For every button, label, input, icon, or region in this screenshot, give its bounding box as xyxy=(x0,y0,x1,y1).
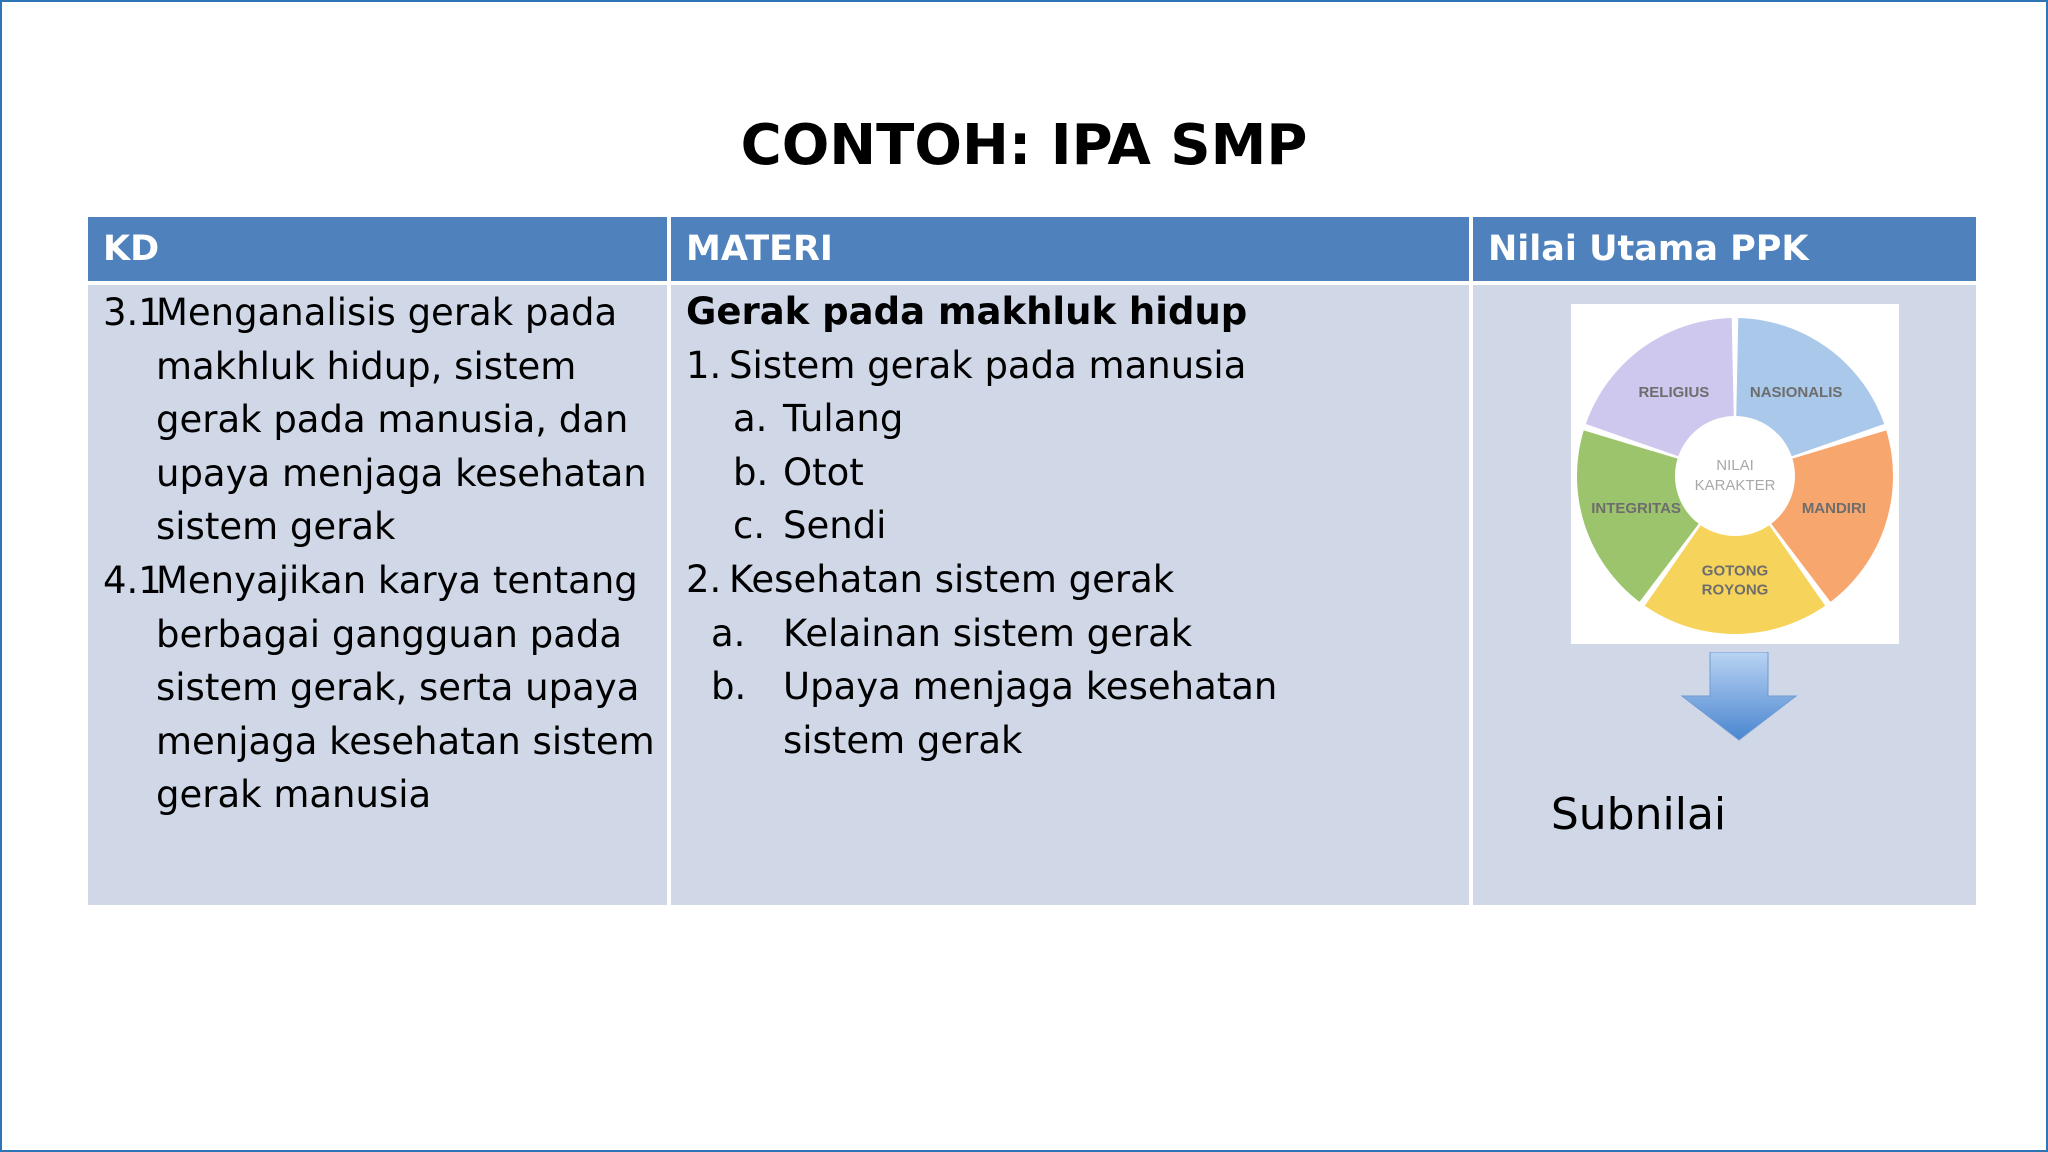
materi-subitem-letter: c. xyxy=(733,504,766,548)
wheel-segment-label: GOTONG xyxy=(1701,562,1769,580)
materi-subitem-text: Otot xyxy=(783,450,864,494)
wheel-center-label: NILAI xyxy=(1716,457,1754,474)
wheel-segment-label: MANDIRI xyxy=(1801,500,1866,518)
wheel-segment-label: NASIONALIS xyxy=(1749,383,1843,401)
kd-cell xyxy=(88,285,667,905)
materi-subitem-letter: b. xyxy=(733,450,769,494)
kd-text: Menyajikan karya tentang berbagai gangguan pada sistem gerak, serta upaya menjaga kesehatan sistem gerak manusia xyxy=(156,558,655,817)
wheel-graphic xyxy=(1571,304,1899,644)
materi-item-text: Kesehatan sistem gerak xyxy=(729,557,1175,601)
materi-subitem xyxy=(671,607,1343,661)
wheel-segment-label: INTEGRITAS xyxy=(1591,500,1681,518)
materi-cell xyxy=(671,285,1469,905)
kd-item xyxy=(88,286,667,554)
wheel-center xyxy=(1679,420,1791,532)
materi-subitem-letter: a. xyxy=(733,397,768,441)
kd-text: Menganalisis gerak pada makhluk hidup, sistem gerak pada manusia, dan upaya menjaga kesehatan sistem gerak xyxy=(156,291,647,549)
materi-subitem-letter: a. xyxy=(711,611,746,655)
slide-title: CONTOH: IPA SMP xyxy=(740,113,1308,178)
materi-subitem xyxy=(671,392,1469,446)
header-nilai-utama-ppk: Nilai Utama PPK xyxy=(1473,217,1976,281)
materi-subitem-text: Kelainan sistem gerak xyxy=(783,611,1193,655)
materi-item xyxy=(671,339,1469,393)
materi-subitem-text: Upaya menjaga kesehatan sistem gerak xyxy=(783,665,1278,762)
subnilai-label: Subnilai xyxy=(1550,789,1727,840)
materi-subitem xyxy=(671,446,1469,500)
materi-item-number: 2. xyxy=(686,557,722,601)
arrow-down-icon xyxy=(1680,652,1800,744)
kd-number: 3.1 xyxy=(103,291,162,334)
materi-subitem xyxy=(671,499,1469,553)
materi-subitem xyxy=(671,660,1343,767)
materi-subitem-text: Sendi xyxy=(783,504,887,548)
wheel-segment-label: RELIGIUS xyxy=(1638,383,1710,401)
header-kd: KD xyxy=(88,217,667,281)
materi-subitem-letter: b. xyxy=(711,665,747,709)
kd-item xyxy=(88,554,667,822)
kd-number: 4.1 xyxy=(103,558,162,602)
materi-item-text: Sistem gerak pada manusia xyxy=(729,343,1247,387)
materi-item-number: 1. xyxy=(686,343,722,387)
nilai-karakter-wheel xyxy=(1571,304,1899,644)
wheel-center-label: KARAKTER xyxy=(1694,477,1776,494)
materi-subitem-text: Tulang xyxy=(783,397,904,441)
materi-heading: Gerak pada makhluk hidup xyxy=(686,290,1248,333)
wheel-segment-label: ROYONG xyxy=(1701,581,1769,599)
kd-list xyxy=(88,285,667,822)
header-materi: MATERI xyxy=(671,217,1469,281)
materi-item xyxy=(671,553,1469,607)
